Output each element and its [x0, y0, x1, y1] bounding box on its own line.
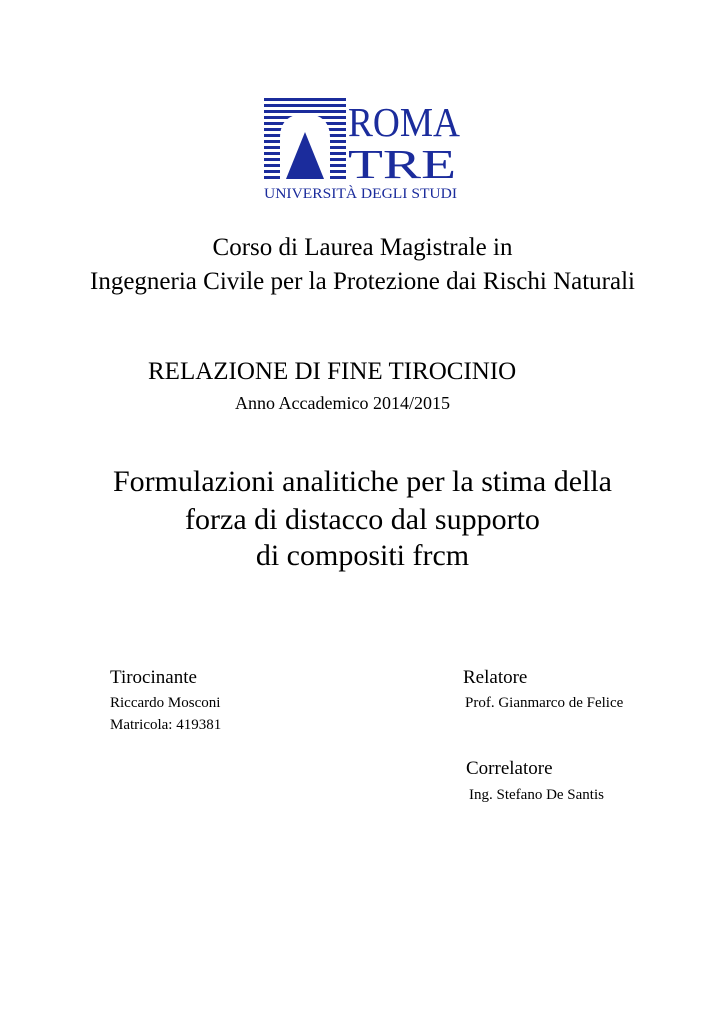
logo-word-bottom: TRE: [348, 141, 456, 187]
trainee-name: Riccardo Mosconi: [110, 695, 221, 711]
logo-word-top: ROMA: [348, 99, 461, 145]
roma-tre-logo-icon: [264, 98, 464, 202]
supervisor-name: Prof. Gianmarco de Felice: [465, 695, 624, 711]
trainee-heading: Tirocinante: [110, 667, 197, 688]
co-supervisor-heading: Correlatore: [466, 758, 553, 779]
university-logo: [264, 98, 464, 202]
trainee-matricola: Matricola: 419381: [110, 717, 222, 733]
logo-subtitle: UNIVERSITÀ DEGLI STUDI: [264, 186, 451, 202]
thesis-title-line-2: forza di distacco dal supporto: [185, 503, 540, 536]
thesis-title-line-1: Formulazioni analitiche per la stima della: [113, 465, 612, 498]
thesis-title-line-3: di compositi frcm: [255, 539, 470, 572]
course-line-1: Corso di Laurea Magistrale in: [212, 234, 513, 261]
report-title: RELAZIONE DI FINE TIROCINIO: [148, 358, 517, 385]
supervisor-heading: Relatore: [463, 667, 528, 688]
course-line-2: Ingegneria Civile per la Protezione dai Rischi Naturali: [90, 268, 635, 295]
co-supervisor-name: Ing. Stefano De Santis: [469, 787, 604, 803]
academic-year: Anno Accademico 2014/2015: [235, 393, 450, 413]
